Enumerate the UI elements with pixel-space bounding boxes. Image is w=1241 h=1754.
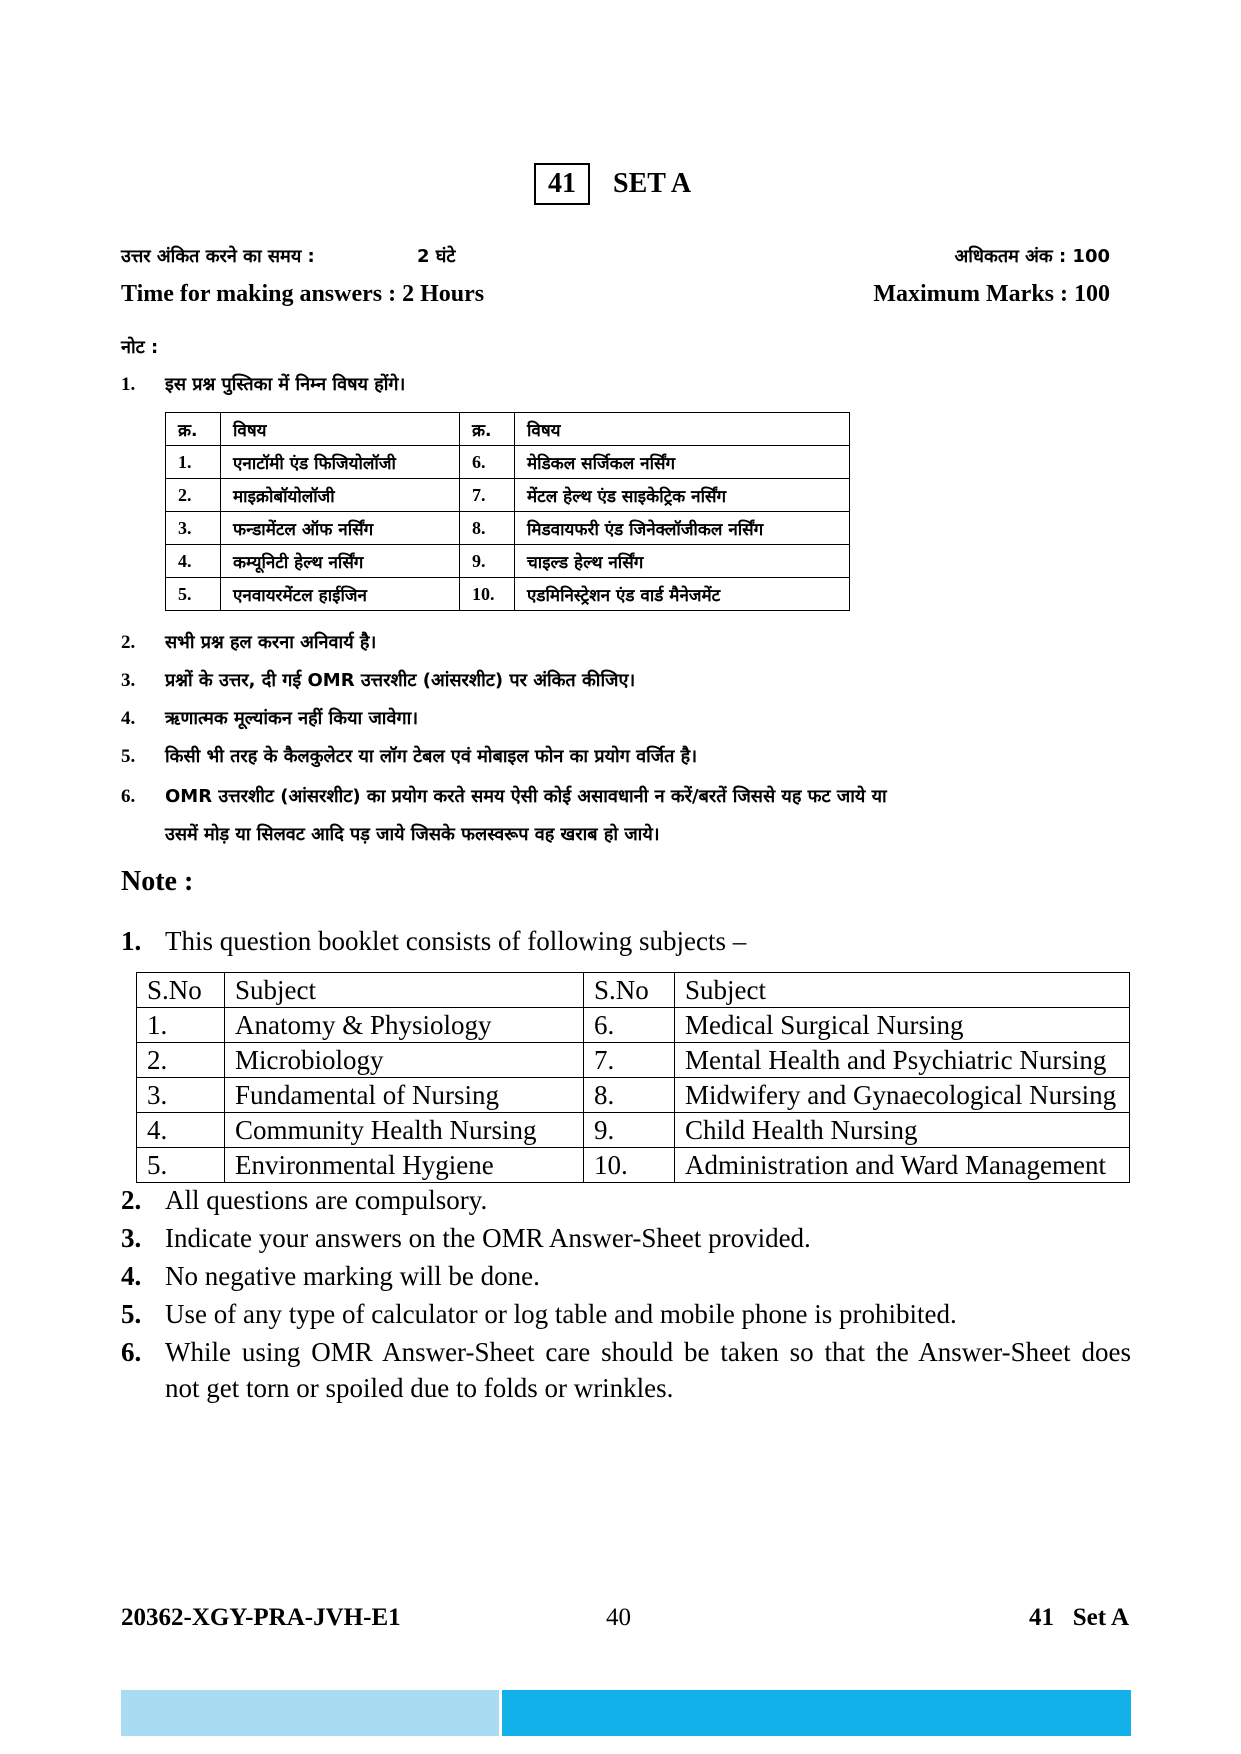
hindi-item-6-text-cont: उसमें मोड़ या सिलवट आदि पड़ जाये जिसके फलस्वरूप वह खराब हो जाये। (165, 824, 660, 845)
english-item-6-text-cont: not get torn or spoiled due to folds or wrinkles. (165, 1373, 674, 1403)
table-cell: मिडवायफरी एंड जिनेक्लॉजीकल नर्सिंग (515, 512, 850, 545)
table-row (166, 545, 850, 578)
table-cell: कम्यूनिटी हेल्थ नर्सिंग (221, 545, 460, 578)
table-cell: 8. (460, 512, 515, 545)
table-cell: Midwifery and Gynaecological Nursing (675, 1078, 1130, 1113)
table-row (137, 1148, 1130, 1183)
hindi-item-5-num: 5. (121, 746, 136, 767)
hindi-item-4-num: 4. (121, 708, 136, 729)
table-cell: S.No (137, 973, 225, 1008)
table-cell: Medical Surgical Nursing (675, 1008, 1130, 1043)
table-cell: एनाटॉमी एंड फिजियोलॉजी (221, 446, 460, 479)
table-cell: एनवायरमेंटल हाईजिन (221, 578, 460, 611)
table-cell: 4. (166, 545, 221, 578)
english-subjects-table (136, 972, 1130, 1183)
table-cell: चाइल्ड हेल्थ नर्सिंग (515, 545, 850, 578)
hindi-max-marks: अधिकतम अंक : 100 (954, 246, 1110, 267)
hindi-item-3-text: प्रश्नों के उत्तर, दी गई OMR उत्तरशीट (आंसरशीट) पर अंकित कीजिए। (165, 670, 636, 691)
hindi-time-label: उत्तर अंकित करने का समय : (121, 246, 315, 267)
table-row (137, 1043, 1130, 1078)
table-cell: विषय (515, 413, 850, 446)
table-cell: 2. (166, 479, 221, 512)
english-item-5-num: 5. (121, 1299, 142, 1329)
table-cell: 2. (137, 1043, 225, 1078)
table-cell: 6. (460, 446, 515, 479)
hindi-item-4-text: ऋणात्मक मूल्यांकन नहीं किया जावेगा। (165, 708, 419, 729)
table-cell: Microbiology (225, 1043, 584, 1078)
table-cell: माइक्रोबॉयोलॉजी (221, 479, 460, 512)
table-cell: Subject (225, 973, 584, 1008)
table-cell: क्र. (166, 413, 221, 446)
table-cell: Community Health Nursing (225, 1113, 584, 1148)
english-item-3-text: Indicate your answers on the OMR Answer-Sheet provided. (165, 1223, 811, 1253)
english-time: Time for making answers : 2 Hours (121, 281, 485, 307)
table-cell: 7. (584, 1043, 675, 1078)
english-item-2-num: 2. (121, 1185, 142, 1215)
table-cell: Environmental Hygiene (225, 1148, 584, 1183)
hindi-item-1-num: 1. (121, 374, 136, 395)
table-cell: 4. (137, 1113, 225, 1148)
table-cell: 6. (584, 1008, 675, 1043)
table-cell: 8. (584, 1078, 675, 1113)
hindi-item-2-text: सभी प्रश्न हल करना अनिवार्य है। (165, 632, 377, 653)
footer-set: 41 Set A (1029, 1604, 1129, 1631)
hindi-item-6-text: OMR उत्तरशीट (आंसरशीट) का प्रयोग करते समय ऐसी कोई असावधानी न करें/बरतें जिससे यह फट जाये या (165, 786, 887, 807)
hindi-note-heading: नोट : (121, 337, 159, 358)
table-cell: मेंटल हेल्थ एंड साइकेट्रिक नर्सिंग (515, 479, 850, 512)
english-item-3-num: 3. (121, 1223, 142, 1253)
table-cell: Subject (675, 973, 1130, 1008)
hindi-item-5-text: किसी भी तरह के कैलकुलेटर या लॉग टेबल एवं मोबाइल फोन का प्रयोग वर्जित है। (165, 746, 698, 767)
english-item-4-text: No negative marking will be done. (165, 1261, 540, 1291)
english-item-5-text: Use of any type of calculator or log table and mobile phone is prohibited. (165, 1299, 957, 1329)
table-row (137, 1113, 1130, 1148)
english-item-2-text: All questions are compulsory. (165, 1185, 488, 1215)
table-cell: विषय (221, 413, 460, 446)
table-row (166, 479, 850, 512)
footer-page-number: 40 (606, 1604, 631, 1631)
set-label: SET A (613, 168, 692, 199)
english-note-heading: Note : (121, 866, 194, 897)
hindi-subjects-table (165, 412, 850, 611)
table-cell: Child Health Nursing (675, 1113, 1130, 1148)
table-row (137, 1078, 1130, 1113)
table-row (166, 446, 850, 479)
table-cell: Mental Health and Psychiatric Nursing (675, 1043, 1130, 1078)
hindi-item-6-num: 6. (121, 786, 136, 807)
table-cell: मेडिकल सर्जिकल नर्सिंग (515, 446, 850, 479)
table-cell: 3. (166, 512, 221, 545)
table-cell: 10. (460, 578, 515, 611)
english-item-6-text: While using OMR Answer-Sheet care should be taken so that the Answer-Sheet does (165, 1337, 1131, 1367)
table-cell: 1. (166, 446, 221, 479)
footer-paper-code: 20362-XGY-PRA-JVH-E1 (121, 1604, 401, 1631)
table-cell: 9. (584, 1113, 675, 1148)
table-row (166, 578, 850, 611)
table-cell: Anatomy & Physiology (225, 1008, 584, 1043)
english-max-marks: Maximum Marks : 100 (873, 281, 1110, 307)
hindi-item-3-num: 3. (121, 670, 136, 691)
table-cell: एडमिनिस्ट्रेशन एंड वार्ड मैनेजमेंट (515, 578, 850, 611)
table-cell: 10. (584, 1148, 675, 1183)
english-item-1-num: 1. (121, 926, 142, 956)
hindi-time-value: 2 घंटे (417, 246, 456, 267)
table-cell: 5. (137, 1148, 225, 1183)
footer-bar-light (121, 1690, 499, 1736)
footer-bar-dark (502, 1690, 1131, 1736)
table-cell: 5. (166, 578, 221, 611)
table-cell: 7. (460, 479, 515, 512)
set-number-box: 41 (534, 163, 590, 205)
table-cell: 9. (460, 545, 515, 578)
hindi-item-2-num: 2. (121, 632, 136, 653)
table-cell: S.No (584, 973, 675, 1008)
table-row (166, 512, 850, 545)
hindi-item-1-text: इस प्रश्न पुस्तिका में निम्न विषय होंगे। (165, 374, 406, 395)
table-header-row (137, 973, 1130, 1008)
table-header-row (166, 413, 850, 446)
table-cell: 3. (137, 1078, 225, 1113)
table-cell: फन्डामेंटल ऑफ नर्सिंग (221, 512, 460, 545)
english-item-6-num: 6. (121, 1337, 142, 1367)
table-cell: Fundamental of Nursing (225, 1078, 584, 1113)
table-cell: 1. (137, 1008, 225, 1043)
table-cell: Administration and Ward Management (675, 1148, 1130, 1183)
english-item-4-num: 4. (121, 1261, 142, 1291)
english-item-1-text: This question booklet consists of following subjects – (165, 926, 747, 956)
table-cell: क्र. (460, 413, 515, 446)
table-row (137, 1008, 1130, 1043)
